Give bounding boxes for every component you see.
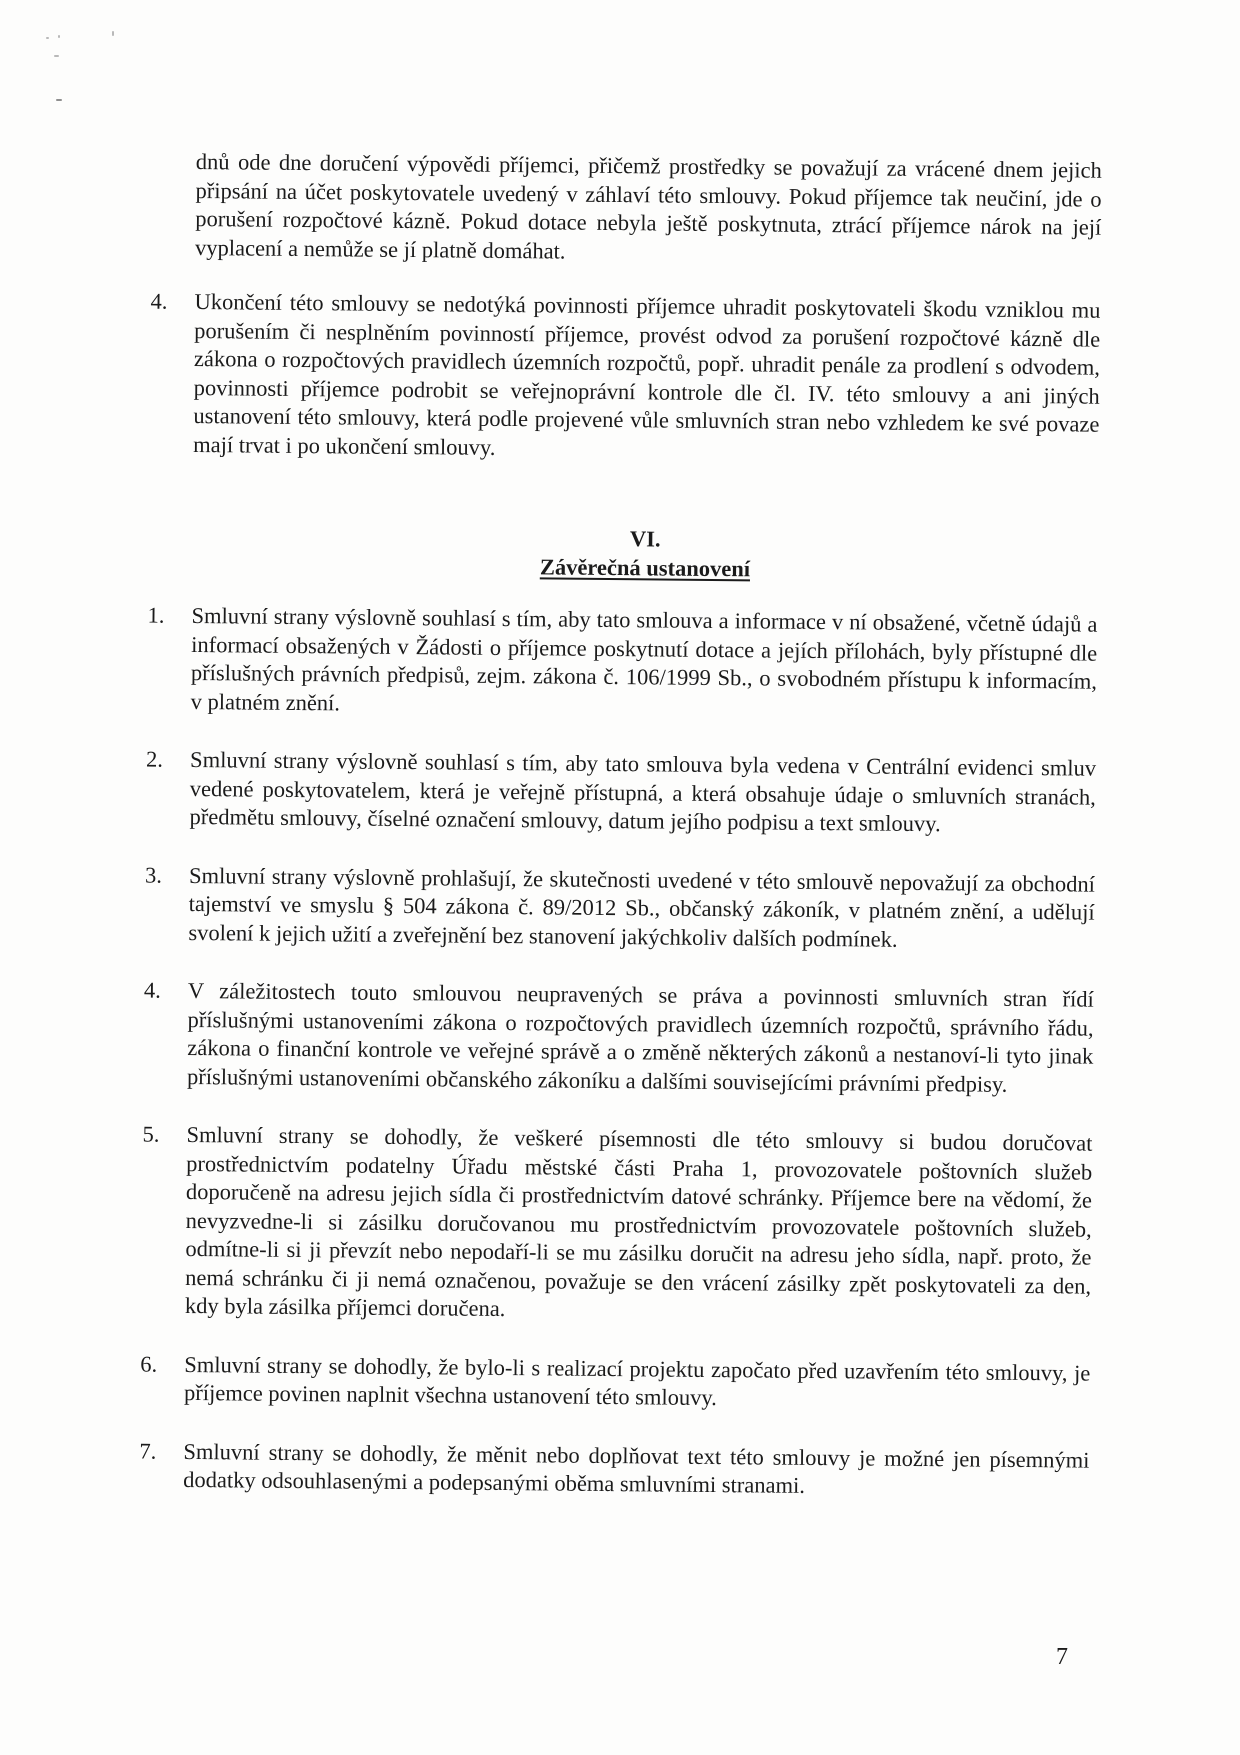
item-text: Smluvní strany výslovně souhlasí s tím, aby tato smlouva a informace v ní obsažené, včetně údajů a informací obsažených v Žádosti o příjemce poskytnutí dotace a jejích přílohách, byly přístupné dle příslušných právních předpisů, zejm. zákona č. 106/1999 Sb., o svobodném přístupu k informacím, v platném znění. xyxy=(190,602,1098,715)
item-text: Smluvní strany výslovně prohlašují, že skutečnosti uvedené v této smlouvě nepovažují za obchodní tajemství ve smyslu § 504 zákona č. 89/2012 Sb., občanský zákoník, v platném znění, a udělují svolení k jejich užití a zveřejnění bez stanovení jakýchkoliv dalších podmínek. xyxy=(188,862,1096,952)
item-number: 3. xyxy=(144,862,163,888)
item-number: 5. xyxy=(142,1121,160,1147)
continuation-paragraph: dnů ode dne doručení výpovědi příjemci, přičemž prostředky se považují za vrácené dnem jejich připsání na účet poskytovatele uvedený v záhlaví této smlouvy. Pokud příjemce tak neučiní, jde o porušení rozpočtové kázně. Pokud dotace nebyla ještě poskytnuta, ztrácí příjemce nárok na její vyplacení a nemůže se jí platně domáhat. xyxy=(194,148,1102,264)
item-number: 7. xyxy=(139,1438,157,1464)
item-number: 6. xyxy=(140,1351,158,1377)
section-title: Závěrečná ustanovení xyxy=(539,553,751,581)
page-number: 7 xyxy=(1056,1644,1068,1670)
item-text: Smluvní strany se dohodly, že měnit nebo doplňovat text této smlouvy je možné jen písemnými dodatky odsouhlasenými a podepsanými oběma smluvními stranami. xyxy=(183,1438,1090,1498)
item-number: 2. xyxy=(146,746,164,772)
scan-speck xyxy=(54,55,59,57)
list-item xyxy=(139,1437,1090,1503)
section-number: VI. xyxy=(629,526,661,552)
list-item xyxy=(150,288,1101,468)
list-item xyxy=(146,746,1097,840)
scan-speck xyxy=(56,99,62,101)
item-text: Ukončení této smlouvy se nedotýká povinnosti příjemce uhradit poskytovateli škodu vzniklou mu porušením či nesplněním povinností příjemce, provést odvod za porušení rozpočtové kázně dle zákona o rozpočtových pravidlech územních rozpočtů, popř. uhradit penále za prodlení s odvodem, povinnosti příjemce podrobit se veřejnoprávní kontrole dle čl. IV. této smlouvy a ani jiných ustanovení této smlouvy, která podle projevené vůle smluvních stran nebo vzhledem ke své povaze mají trvat i po ukončení smlouvy. xyxy=(193,288,1101,460)
scan-specks xyxy=(40,15,150,115)
list-item xyxy=(143,977,1094,1100)
item-number: 4. xyxy=(143,977,161,1003)
item-text: Smluvní strany se dohodly, že bylo-li s realizací projektu započato před uzavřením této smlouvy, je příjemce povinen naplnit všechna ustanovení této smlouvy. xyxy=(183,1351,1091,1411)
list-item xyxy=(140,1350,1091,1416)
item-number: 4. xyxy=(150,288,168,314)
list-item xyxy=(147,602,1098,725)
scan-speck xyxy=(112,31,114,36)
item-text: V záležitostech touto smlouvou neupravených se práva a povinnosti smluvních stran řídí příslušnými ustanoveními zákona o rozpočtových pravidlech územních rozpočtů, správního řádu, zákona o finanční kontrole ve veřejné správě a o změně některých zákonů a nestanoví-li tyto jinak příslušnými ustanoveními občanského zákoníku a dalšími souvisejícími právními předpisy. xyxy=(186,977,1094,1097)
item-text: Smluvní strany výslovně souhlasí s tím, aby tato smlouva byla vedena v Centrální evidenci smluv vedené poskytovatelem, která je veřejně přístupná, a která obsahuje údaje o smluvních stranách, předmětu smlouvy, číselné označení smlouvy, datum jejího podpisu a text smlouvy. xyxy=(189,746,1097,837)
scan-speck xyxy=(58,35,60,38)
item-text: Smluvní strany se dohodly, že veškeré písemnosti dle této smlouvy si budou doručovat prostřednictvím podatelny Úřadu městské části Praha 1, provozovatele poštovních služeb doporučeně na adresu jejich sídla či prostřednictvím datové schránky. Příjemce bere na vědomí, že nevyzvedne-li si zásilku doručovanou mu prostřednictvím provozovatele poštovních služeb, odmítne-li si ji převzít nebo nepodaří-li se mu zásilku doručit na adresu jeho sídla, např. proto, že nemá schránku či ji nemá označenou, považuje se den vrácení zásilky zpět poskytovateli za den, kdy byla zásilka příjemci doručena. xyxy=(184,1121,1093,1322)
list-item xyxy=(144,861,1096,955)
document-body xyxy=(139,148,1102,1503)
item-number: 1. xyxy=(147,602,165,628)
scan-speck xyxy=(46,37,49,39)
list-item xyxy=(142,1121,1093,1329)
